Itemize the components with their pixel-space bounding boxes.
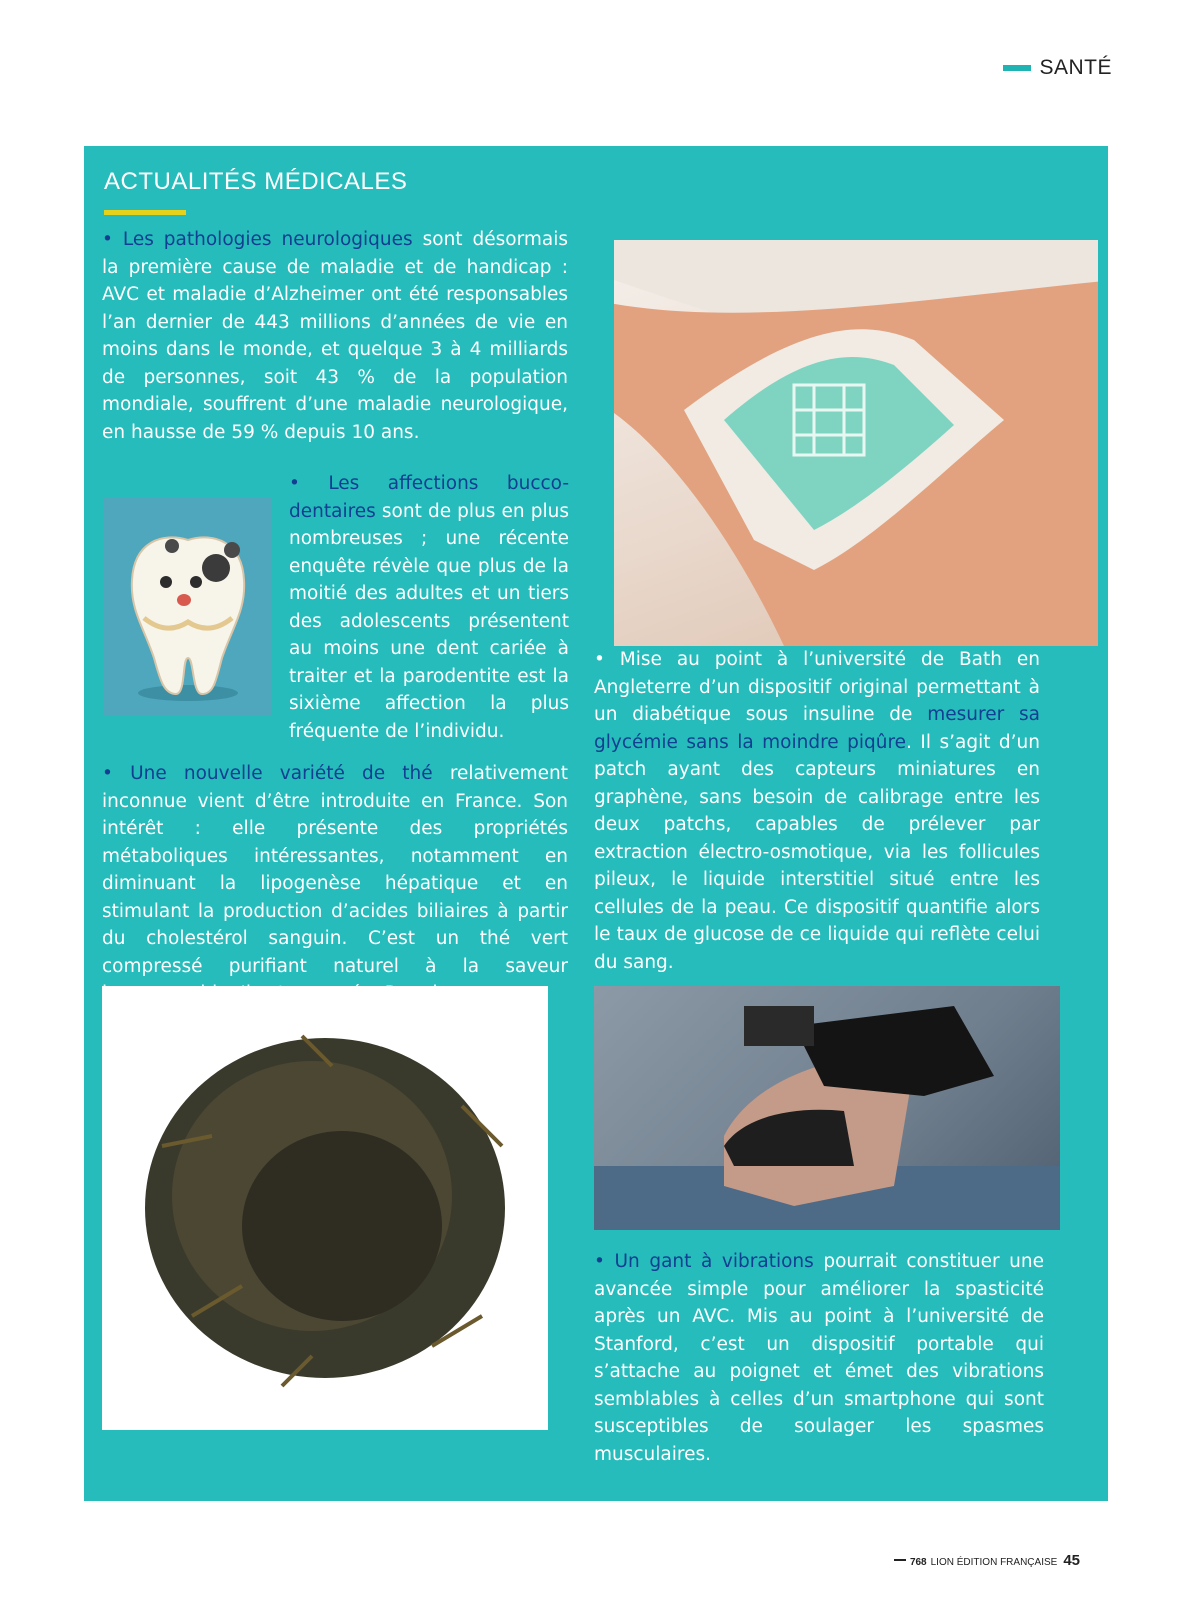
article-glove-highlight: • Un gant à vibrations (594, 1251, 814, 1272)
article-tea (102, 760, 568, 1008)
article-neuro-text: sont désormais la première cause de maladie et de handicap : AVC et maladie d’Alzheimer ont été responsables l’an dernier de 443 millions d’années de vie en moins dans le monde, et quelque 3 à 4 milliards de personnes, soit 43 % de la population mondiale, souffrent d’une maladie neurologique, en hausse de 59 % depuis 10 ans. (102, 229, 568, 443)
section-tag (1003, 56, 1112, 80)
article-glucose-pre: • Mise au point à l’université de Bath en Angleterre d’un dispositif original permettant à un diabétique sous insuline de (594, 649, 1040, 725)
tooth-illustration (104, 498, 272, 716)
article-glove-text: pourrait constituer une avancée simple pour améliorer la spasticité après un AVC. Mis au point à l’université de Stanford, c’est un dispositif portable qui s’attache au poignet et émet des vibrations semblables à celles d’un smartphone qui sont susceptibles de soulager les spasmes musculaires. (594, 1251, 1044, 1465)
article-neuro-highlight: • Les pathologies neurologiques (102, 229, 413, 250)
article-tea-text: relativement inconnue vient d’être introduite en France. Son intérêt : elle présente des propriétés métaboliques intéressantes, notamment en diminuant la lipogenèse hépatique et en stimulant la production d’acides biliaires à partir du cholestérol sanguin. C’est un thé vert compressé purifiant naturel à la saveur (102, 763, 568, 977)
magazine-name: LION ÉDITION FRANÇAISE (930, 1557, 1058, 1568)
article-glove (594, 1248, 1044, 1468)
tooth-icon (104, 498, 272, 716)
section-label: SANTÉ (1039, 56, 1112, 79)
article-neuro (102, 226, 568, 446)
title-underline (104, 210, 186, 215)
article-glucose-highlight: mesurer sa glycémie sans la moindre piqûre (594, 704, 1040, 753)
issue-number: 768 (909, 1557, 927, 1568)
article-dental (289, 470, 569, 745)
footer-marker (894, 1559, 906, 1561)
article-tea-highlight: • Une nouvelle variété de thé (102, 763, 433, 784)
article-glucose (594, 646, 1040, 976)
pu-erh-tea-photo (102, 986, 548, 1430)
article-dental-highlight: • Les affections bucco-dentaires (289, 473, 569, 522)
glove-icon (594, 986, 1060, 1230)
page-footer (894, 1552, 1080, 1569)
wrist-patch-icon (614, 240, 1098, 646)
page-number: 45 (1063, 1552, 1080, 1569)
vibration-glove-photo (594, 986, 1060, 1230)
section-marker (1003, 65, 1031, 71)
article-glucose-text: . Il s’agit d’un patch ayant des capteurs miniatures en graphène, sans besoin de calibrage entre les deux patchs, capables de prélever par extraction électro-osmotique, via les follicules pileux, le liquide interstitiel situé entre les cellules de la peau. Ce dispositif quantifie alors le taux de glucose de ce liquide qui reflète celui du sang. (594, 731, 1040, 973)
news-panel (84, 146, 1108, 1501)
glucose-patch-photo (614, 240, 1098, 646)
article-dental-text: sont de plus en plus nombreuses ; une récente enquête révèle que plus de la moitié des adultes et un tiers des adolescents présentent au moins une dent cariée à traiter et la parodentite est la sixième affection la plus fréquente de l’individu. (289, 500, 569, 742)
tea-leaves-icon (102, 986, 548, 1430)
panel-title: ACTUALITÉS MÉDICALES (104, 168, 408, 195)
